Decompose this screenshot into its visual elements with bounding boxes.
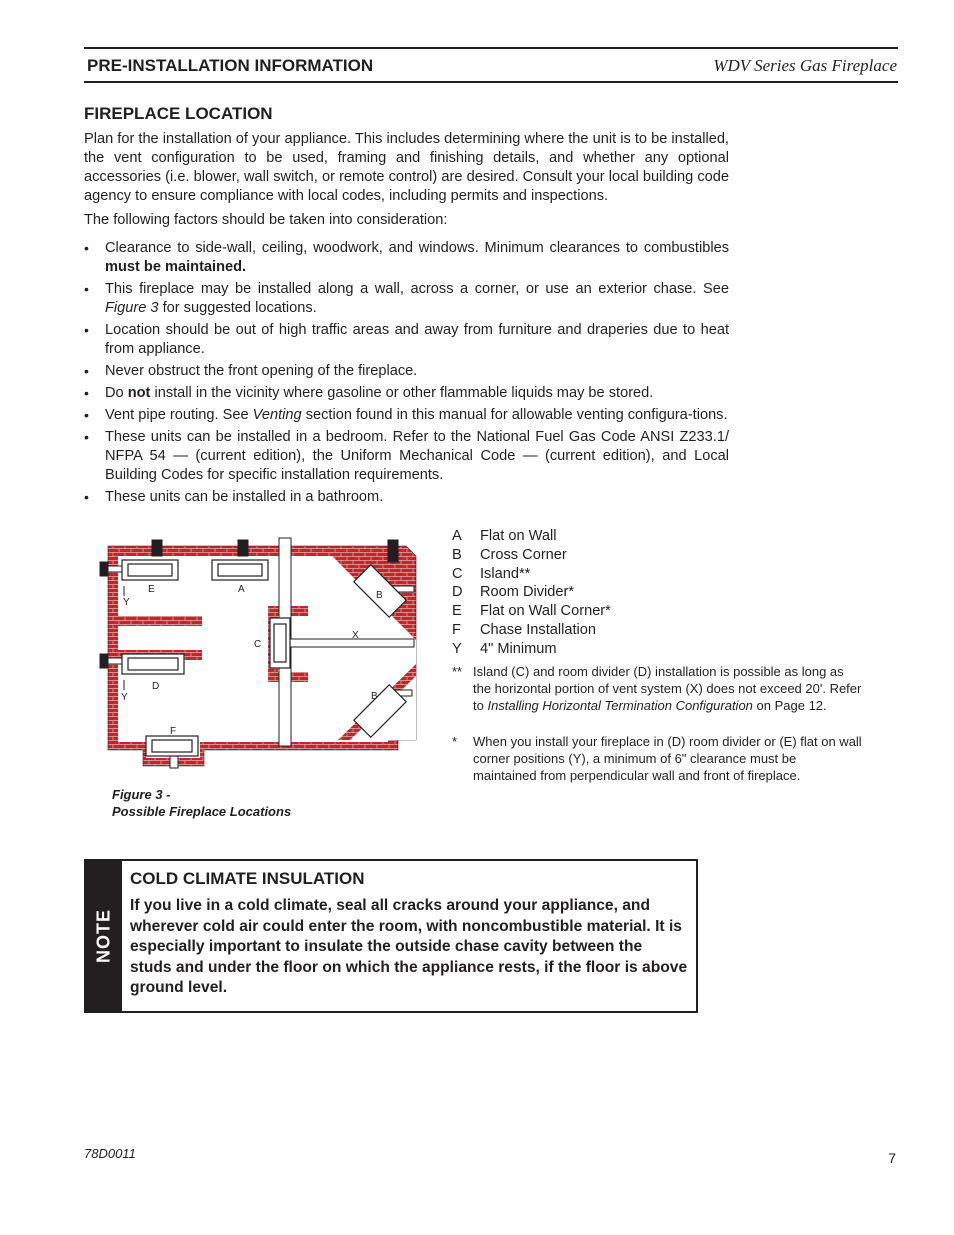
bullet-item: • Vent pipe routing. See Venting section found in this manual for allowable venting configura-tions. [84,407,728,423]
bullet-item: • These units can be installed in a bathroom. [84,489,384,505]
label-e: E [148,584,155,595]
note-body: If you live in a cold climate, seal all cracks around your appliance, and wherever cold air could enter the room, with noncombustible material. It is especially important to insulate the outside chase cavity between the studs and under the floor on which the appliance rests, if the floor is above ground level. [130,897,688,996]
page-number: 7 [888,1150,896,1166]
bullet-item: • Clearance to side-wall, ceiling, woodwork, and windows. Minimum clearances to combustibles must be maintained. [84,240,729,275]
legend-item: C Island** [452,565,531,582]
legend-item: A Flat on Wall [452,528,557,544]
intro-paragraph: Plan for the installation of your appliance. This includes determining where the unit is to be installed, the vent configuration to be used, framing and finishing details, and whether any optional accessories (i.e. blower, wall switch, or remote control) are desired. Consult your local building code agency to ensure compliance with local codes, including permits and inspections. [84,131,729,204]
bullet-dot: • [84,407,89,423]
legend-item: Y 4" Minimum [452,640,557,657]
bullet-dot: • [84,281,89,297]
header-bottom-rule [84,81,898,83]
footnote-island: ** Island (C) and room divider (D) installation is possible as long as the horizontal portion of vent system (X) does not exceed 20'. Refer to Installing Horizontal Termination Configuration on Page 12. [452,664,862,713]
bullet-dot: • [84,322,89,338]
factors-paragraph: The following factors should be taken into consideration: [84,212,448,228]
bullet-item: • These units can be installed in a bedroom. Refer to the National Fuel Gas Code ANSI Z233.1/ NFPA 54 — (current edition), the Uniform Mechanical Code — (current edition), and Local Building Codes for specific installation requirements. [84,429,729,483]
bullet-dot: • [84,363,89,379]
footnote-clearance: * When you install your fireplace in (D) room divider or (E) flat on wall corner positions (Y), a minimum of 6" clearance must be maintained from perpendicular wall and front of fireplace. [452,734,862,783]
legend-item: B Cross Corner [452,546,567,563]
bullet-item: • Never obstruct the front opening of the fireplace. [84,363,418,379]
fireplace-location-title: FIREPLACE LOCATION [84,104,273,123]
figure-caption: Figure 3 - Possible Fireplace Locations [112,787,292,819]
label-d: D [152,681,160,692]
bullet-item: • Location should be out of high traffic areas and away from furniture and draperies due to heat from appliance. [84,322,729,357]
fireplace-locations-diagram [98,536,428,772]
legend-item: F Chase Installation [452,621,597,638]
bullet-dot: • [84,240,89,256]
label-b-bottom: B [371,691,378,702]
figure-legend [452,527,611,659]
label-x: X [352,630,359,641]
document-number: 78D0011 [84,1146,136,1161]
legend-item: D Room Divider* [452,584,575,601]
note-title: COLD CLIMATE INSULATION [130,869,365,888]
bullet-item: • Do not install in the vicinity where gasoline or other flammable liquids may be stored. [84,385,654,401]
factors-list [84,239,729,510]
bullet-dot: • [84,429,89,445]
label-y-top: Y [123,597,130,608]
header-top-rule [84,47,898,49]
label-f: F [170,726,177,737]
label-a: A [238,584,245,595]
note-side-bar: NOTE [86,861,122,1011]
label-b-top: B [376,590,383,601]
cold-climate-note [84,859,698,1013]
label-y-bottom: Y [121,692,128,703]
bullet-item: • This fireplace may be installed along a wall, across a corner, or use an exterior chase. See Figure 3 for suggested locations. [84,281,729,316]
label-c: C [254,639,262,650]
legend-item: E Flat on Wall Corner* [452,603,611,620]
bullet-dot: • [84,385,89,401]
product-name: WDV Series Gas Fireplace [713,56,897,75]
bullet-dot: • [84,489,89,505]
section-heading: PRE-INSTALLATION INFORMATION [87,56,374,75]
